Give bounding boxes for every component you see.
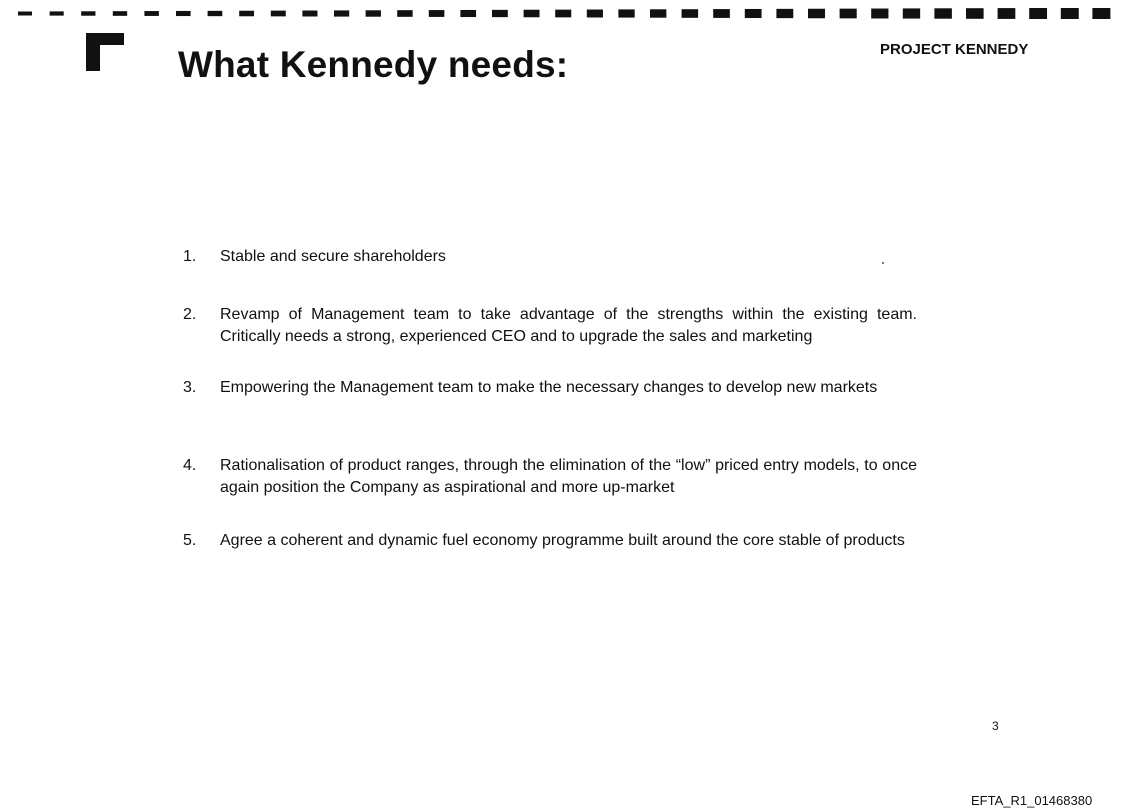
border-dash <box>650 9 666 17</box>
border-dash <box>713 9 730 18</box>
border-dash <box>81 11 95 15</box>
scan-speck <box>882 262 884 264</box>
border-dash <box>745 9 762 18</box>
list-item-text: Agree a coherent and dynamic fuel economy programme built around the core stable of products <box>220 532 905 549</box>
border-dash <box>998 8 1016 19</box>
border-dash <box>144 11 158 16</box>
border-dash <box>966 8 984 19</box>
border-dash <box>302 11 317 17</box>
border-dash <box>1092 8 1110 19</box>
border-dash <box>239 11 254 17</box>
document-id: EFTA_R1_01468380 <box>971 793 1093 808</box>
list-item-number: 2. <box>183 306 197 323</box>
border-dash <box>1061 8 1079 19</box>
border-dash <box>871 9 888 19</box>
page-title: What Kennedy needs: <box>178 44 569 85</box>
border-dash <box>334 10 349 16</box>
border-dash <box>18 12 32 16</box>
list-item-number: 1. <box>183 248 197 265</box>
list-item-text: Rationalisation of product ranges, through the elimination of the “low” priced entry models, to once again position the Company as aspirational and more up-market <box>220 457 917 496</box>
border-dash <box>50 11 64 15</box>
border-dash <box>840 9 857 19</box>
project-label: PROJECT KENNEDY <box>880 41 1029 58</box>
border-dash <box>271 11 286 17</box>
border-dash <box>555 10 571 18</box>
border-dash <box>492 10 508 17</box>
dashed-scan-border <box>0 6 1122 20</box>
border-dash <box>460 10 476 17</box>
border-dash <box>524 10 540 18</box>
list-item-number: 4. <box>183 457 197 474</box>
border-dash <box>113 11 127 16</box>
border-dash <box>208 11 223 16</box>
border-dash <box>1029 8 1047 19</box>
border-dash <box>903 8 920 18</box>
list-item-number: 5. <box>183 532 197 549</box>
list-item-text: Stable and secure shareholders <box>220 248 446 265</box>
border-dash <box>776 9 793 18</box>
border-dash <box>429 10 445 17</box>
border-dash <box>397 10 412 17</box>
border-dash <box>587 10 603 18</box>
border-dash <box>366 10 381 16</box>
border-dash <box>176 11 191 16</box>
border-dash <box>618 9 634 17</box>
border-dash <box>682 9 699 18</box>
page-number: 3 <box>992 719 999 733</box>
list-item-text: Empowering the Management team to make the necessary changes to develop new markets <box>220 379 878 396</box>
list-item-text: Revamp of Management team to take advantage of the strengths within the existing team. Critically needs a strong, experienced CEO and to upgrade the sales and marketing <box>220 306 917 345</box>
border-dash <box>934 8 951 18</box>
border-dash <box>808 9 825 19</box>
corner-bracket-icon <box>86 33 124 71</box>
list-item-number: 3. <box>183 379 197 396</box>
